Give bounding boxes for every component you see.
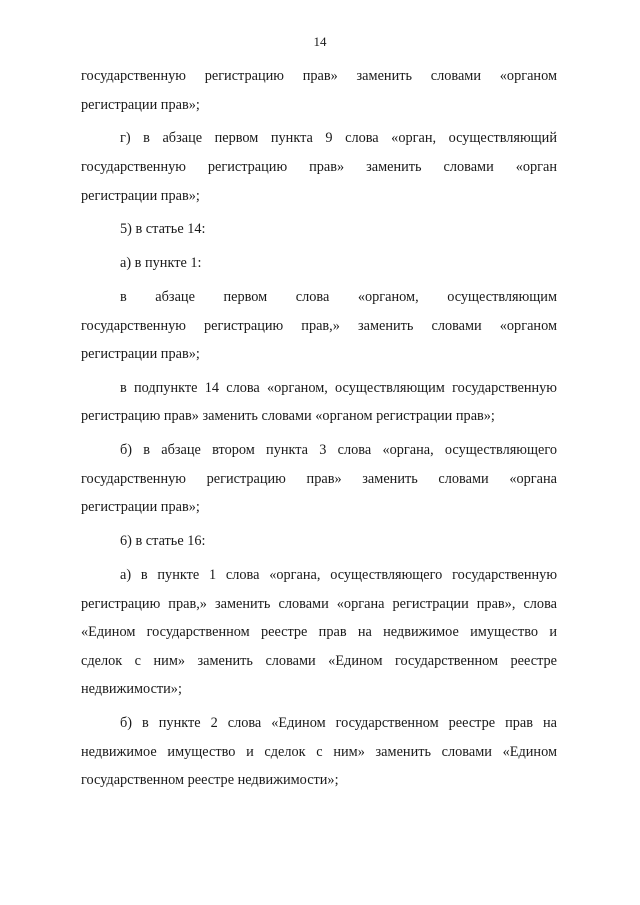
text-line: регистрации прав»; bbox=[81, 187, 200, 204]
text-line: 5) в статье 14: bbox=[120, 221, 206, 238]
text-line: регистрации прав»; bbox=[81, 346, 200, 363]
text-line: а) в пункте 1 слова «органа, осуществляющего государственную bbox=[120, 567, 557, 583]
paragraph-abzats-first bbox=[81, 283, 557, 369]
text-line: 6) в статье 16: bbox=[120, 533, 206, 550]
text-line: в подпункте 14 слова «органом, осуществляющим государственную bbox=[120, 379, 557, 396]
paragraph-continuation bbox=[81, 62, 557, 119]
text-line: государственном реестре недвижимости»; bbox=[81, 772, 339, 789]
text-line: регистрации прав»; bbox=[81, 499, 200, 516]
text-line: регистрацию прав» заменить словами «органом регистрации прав»; bbox=[81, 408, 495, 425]
paragraph-item-6 bbox=[81, 527, 557, 556]
paragraph-item-a bbox=[81, 249, 557, 278]
text-line: государственную регистрацию прав» заменить словами «органа bbox=[81, 470, 557, 487]
text-line: «Едином государственном реестре прав на недвижимое имущество и bbox=[81, 624, 557, 641]
text-line: недвижимости»; bbox=[81, 681, 182, 698]
text-line: регистрацию прав,» заменить словами «органа регистрации прав», слова bbox=[81, 595, 557, 612]
text-line: государственную регистрацию прав,» заменить словами «органом bbox=[81, 317, 557, 334]
paragraph-item-g bbox=[81, 124, 557, 210]
document-body bbox=[81, 62, 557, 800]
paragraph-item-b-art16 bbox=[81, 709, 557, 795]
page-number: 14 bbox=[313, 34, 327, 49]
text-line: недвижимое имущество и сделок с ним» заменить словами «Едином bbox=[81, 743, 557, 760]
text-line: в абзаце первом слова «органом, осуществляющим bbox=[120, 288, 557, 305]
paragraph-item-b bbox=[81, 436, 557, 522]
text-line: государственную регистрацию прав» заменить словами «орган bbox=[81, 158, 557, 175]
paragraph-item-5 bbox=[81, 215, 557, 244]
text-line: а) в пункте 1: bbox=[120, 255, 202, 272]
text-line: сделок с ним» заменить словами «Едином государственном реестре bbox=[81, 652, 557, 669]
text-line: б) в абзаце втором пункта 3 слова «органа, осуществляющего bbox=[120, 442, 557, 459]
text-line: регистрации прав»; bbox=[81, 96, 200, 113]
text-line: г) в абзаце первом пункта 9 слова «орган, осуществляющий bbox=[120, 130, 557, 147]
text-line: б) в пункте 2 слова «Едином государственном реестре прав на bbox=[120, 715, 557, 732]
paragraph-subpoint-14 bbox=[81, 374, 557, 431]
paragraph-item-a-art16 bbox=[81, 561, 557, 704]
text-line: государственную регистрацию прав» заменить словами «органом bbox=[81, 68, 557, 84]
